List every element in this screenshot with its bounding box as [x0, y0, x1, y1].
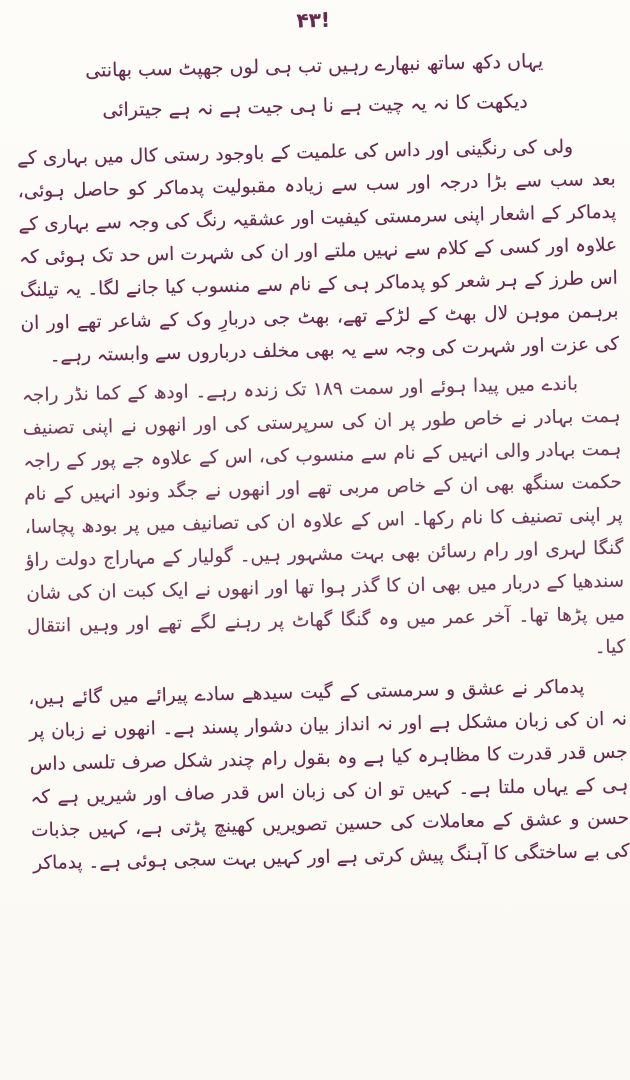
verse-couplet: [15, 40, 615, 133]
verse-line-1: یہاں دکھ ساتھ نبھارے رہیں تب ہی لوں جھپٹ سب بھانتی: [84, 50, 544, 82]
page-content: [14, 2, 630, 880]
paragraph-biography-intro: ولی کی رنگینی اور داس کی علمیت کے باوجود رستی کال میں بہاری کے بعد سب سے بڑا درجہ اور سب سے زیادہ مقبولیت پدماکر کو حاصل ہوئی، پدماکر کے اشعار اپنی سرمستی کیفیت اور عشقیہ رنگ کی وجہ سے بہاری کے علاوہ اور کسی کے کلام سے نہیں ملتے اور ان کی شہرت اس حد تک ہوئی کہ اس طرز کے ہر شعر کو پدماکر ہی کے نام سے منسوب کیا جانے لگا۔ یہ تیلنگ برہمن موہن لال بھٹ کے لڑکے تھے، بھٹ جی دربارِ وک کے شاعر تھے اور ان کی عزت اور شہرت کی وجہ سے یہ بھی مخلف درباروں سے وابستہ رہے۔: [16, 136, 620, 367]
verse-line-2: دیکھت کا نہ یہ چیت ہے نا ہی جیت ہے نہ ہے جیترائی: [102, 90, 528, 122]
page-number: !۴۳: [296, 7, 331, 33]
paragraph-style-critique: پدماکر نے عشق و سرمستی کے گیت سیدھے سادے پیرائے میں گائے ہیں، نہ ان کی زبان مشکل ہے اور نہ انداز بیان دشوار پسند ہے۔ انھوں نے زبان پر جس قدر قدرت کا مظاہرہ کیا ہے وہ بقول رام چندر شکل صرف تلسی داس ہی کے یہاں ملتا ہے۔ کہیں تو ان کی زبان اس قدر صاف اور شیریں ہے کہ حسن و عشق کے معاملات کی حسین تصویریں کھینچ پڑتی ہے، کہیں جذبات کی بے ساختگی کا آہنگ پیش کرتی ہے اور کہیں بہت سجی ہوئی ہے۔ پدماکر: [28, 676, 630, 875]
paragraph-patrons-works: باندے میں پیدا ہوئے اور سمت ۱۸۹ تک زندہ رہے۔ اودھ کے کما نڈر راجہ ہمت بہادر نے خاص طور پر ان کی سرپرستی کی اور انھوں نے اپنی تصنیف ہمت بہادر والی انہیں کے نام سے منسوب کی، اس کے علاوہ جے پور کے راجہ حکمت سنگھ بھی ان کے خاص مربی تھے اور انھوں نے جگد ونود انہیں کے نام پر اپنی تصنیف کا نام رکھا۔ اس کے علاوہ ان کی تصانیف میں پر بودھ پچاسا، گنگا لہری اور رام رسائن بھی بہت مشہور ہیں۔ گولیار کے مہاراج دولت راؤ سندھیا کے دربار میں بھی ان کا گذر ہوا تھا اور انھوں نے ایک کبت ان کی شان میں پڑھا تھا۔ آخر عمر میں وہ گنگا گھاٹ پر رہنے لگے تھے اور وہیں انتقال کیا۔: [21, 373, 626, 659]
